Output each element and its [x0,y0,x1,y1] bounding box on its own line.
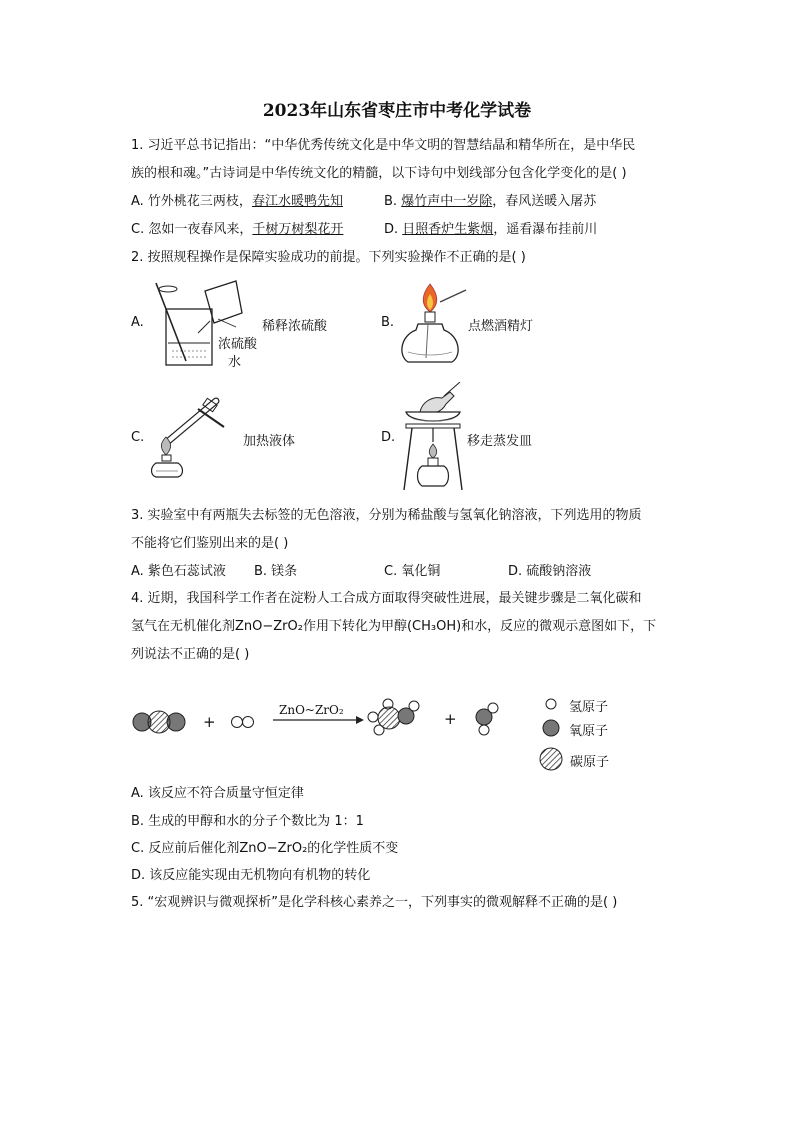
q4-line2: 氢气在无机催化剂ZnO−ZrO₂作用下转化为甲醇(CH₃OH)和水，反应的微观示意图如下，下 [131,619,657,634]
q3-line2: 不能将它们鉴别出来的是( ) [131,536,289,551]
q5-stem: 5. “宏观辨识与微观探析”是化学科核心素养之一，下列事实的微观解释不正确的是( ) [131,895,618,910]
q1-option-d-text: D. [384,222,403,237]
q1-option-b-text: B. [384,194,402,209]
q1-option-b-tail: ，春风送暖入屠苏 [492,194,597,209]
q4-line1: 4. 近期，我国科学工作者在淀粉人工合成方面取得突破性进展，最关键步骤是二氧化碳和 [131,591,642,606]
q1-option-a-text: A. 竹外桃花三两枝， [131,194,252,209]
q2-option-a-letter: A. [131,315,144,330]
q1-line1: 1. 习近平总书记指出：“中华优秀传统文化是中华文明的智慧结晶和精华所在，是中华民 [131,138,636,153]
q4-option-d: D. 该反应能实现由无机物向有机物的转化 [131,868,371,883]
q1-option-d [384,221,597,239]
q4-option-a: A. 该反应不符合质量守恒定律 [131,786,304,801]
q4-option-c: C. 反应前后催化剂ZnO−ZrO₂的化学性质不变 [131,841,399,856]
q3-option-c: C. 氧化铜 [384,564,441,579]
legend-carbon: 碳原子 [570,755,610,770]
page-title: 2023年山东省枣庄市中考化学试卷 [262,101,532,121]
q1-option-c [131,221,343,239]
catalyst-label: ZnO~ZrO₂ [279,703,344,717]
q2-option-c-caption: 加热液体 [243,434,296,449]
q2-label-water: 水 [228,355,242,370]
q2-option-b-caption: 点燃酒精灯 [468,319,534,334]
q1-option-c-text: C. 忽如一夜春风来， [131,222,253,237]
q3-line1: 3. 实验室中有两瓶失去标签的无色溶液，分别为稀盐酸与氢氧化钠溶液，下列选用的物质 [131,508,642,523]
q1-option-a [131,193,343,211]
q2-option-d-caption: 移走蒸发皿 [467,434,533,449]
q4-line3: 列说法不正确的是( ) [131,647,250,662]
q4-option-b: B. 生成的甲醇和水的分子个数比为 1：1 [131,814,364,829]
q2-option-d-letter: D. [381,430,396,445]
q1-option-d-underlined: 日照香炉生紫烟 [402,222,494,237]
evaporating-dish-diagram [398,382,468,494]
reaction-diagram [130,690,630,775]
plus-sign-1: + [203,713,216,731]
q2-option-b-letter: B. [381,315,395,330]
alcohol-lamp-diagram [400,280,470,370]
q1-option-d-tail: ，遥看瀑布挂前川 [493,222,598,237]
plus-sign-2: + [444,710,457,728]
dilute-acid-diagram [150,277,260,369]
q1-line2: 族的根和魂。”古诗词是中华传统文化的精髓，以下诗句中划线部分包含化学变化的是( ) [131,166,627,181]
q2-label-acid: 浓硫酸 [218,337,258,352]
q2-stem: 2. 按照规程操作是保障实验成功的前提。下列实验操作不正确的是( ) [131,250,526,265]
legend-hydrogen: 氢原子 [569,700,609,715]
heat-liquid-diagram [146,393,236,479]
q3-option-b: B. 镁条 [254,564,298,579]
legend-oxygen: 氧原子 [569,724,609,739]
q3-option-a: A. 紫色石蕊试液 [131,564,226,579]
q1-option-c-underlined: 千树万树梨花开 [252,222,344,237]
q2-option-a-caption: 稀释浓硫酸 [262,319,328,334]
q1-option-a-underlined: 春江水暖鸭先知 [251,194,343,209]
q2-option-c-letter: C. [131,430,145,445]
q1-option-b [384,193,596,211]
q3-option-d: D. 硫酸钠溶液 [508,564,592,579]
q1-option-b-underlined: 爆竹声中一岁除 [401,194,493,209]
